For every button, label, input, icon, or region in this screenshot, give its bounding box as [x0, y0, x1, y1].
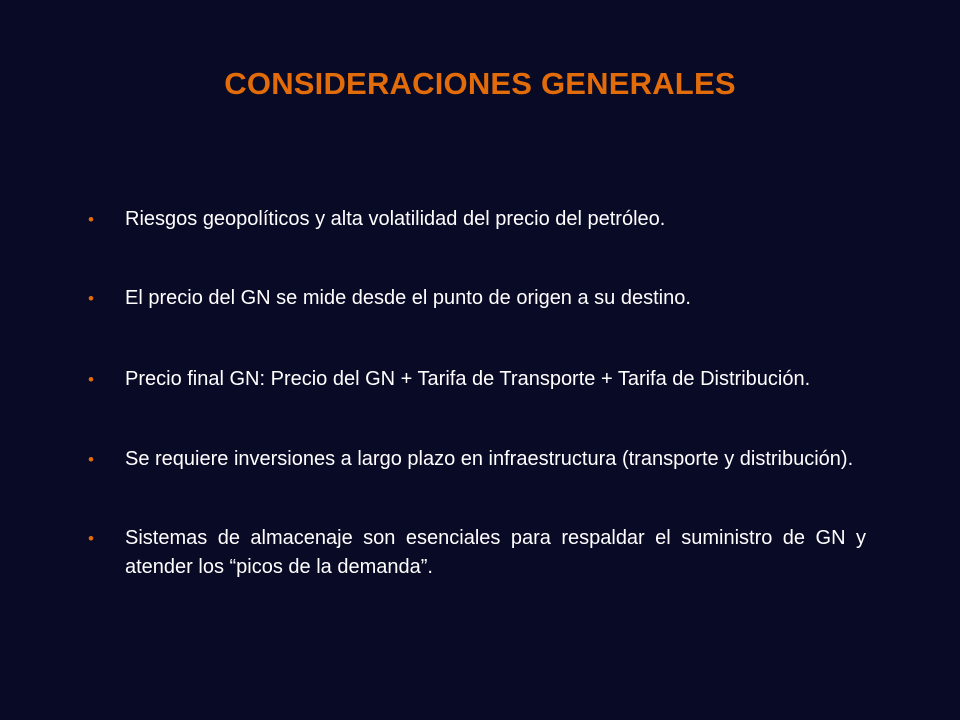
bullet-dot-icon: • — [88, 450, 94, 469]
bullet-dot-icon: • — [88, 210, 94, 229]
bullet-text: Riesgos geopolíticos y alta volatilidad del precio del petróleo. — [125, 208, 666, 230]
bullet-list — [88, 205, 866, 582]
bullet-text: Se requiere inversiones a largo plazo en infraestructura (transporte y distribución). — [125, 448, 854, 470]
bullet-item — [88, 524, 866, 582]
bullet-item — [88, 445, 866, 474]
bullet-dot-icon: • — [88, 370, 94, 389]
bullet-item — [88, 205, 866, 234]
bullet-item — [88, 361, 866, 398]
bullet-dot-icon: • — [88, 529, 94, 548]
bullet-text: El precio del GN se mide desde el punto de origen a su destino. — [125, 287, 691, 309]
bullet-text: Sistemas de almacenaje son esenciales para respaldar el suministro de GN y atender los “picos de la demanda”. — [125, 527, 866, 578]
bullet-text: Precio final GN: Precio del GN + Tarifa de Transporte + Tarifa de Distribución. — [125, 368, 811, 390]
bullet-dot-icon: • — [88, 289, 94, 308]
slide-title: CONSIDERACIONES GENERALES — [224, 66, 736, 101]
bullet-item — [88, 284, 866, 313]
